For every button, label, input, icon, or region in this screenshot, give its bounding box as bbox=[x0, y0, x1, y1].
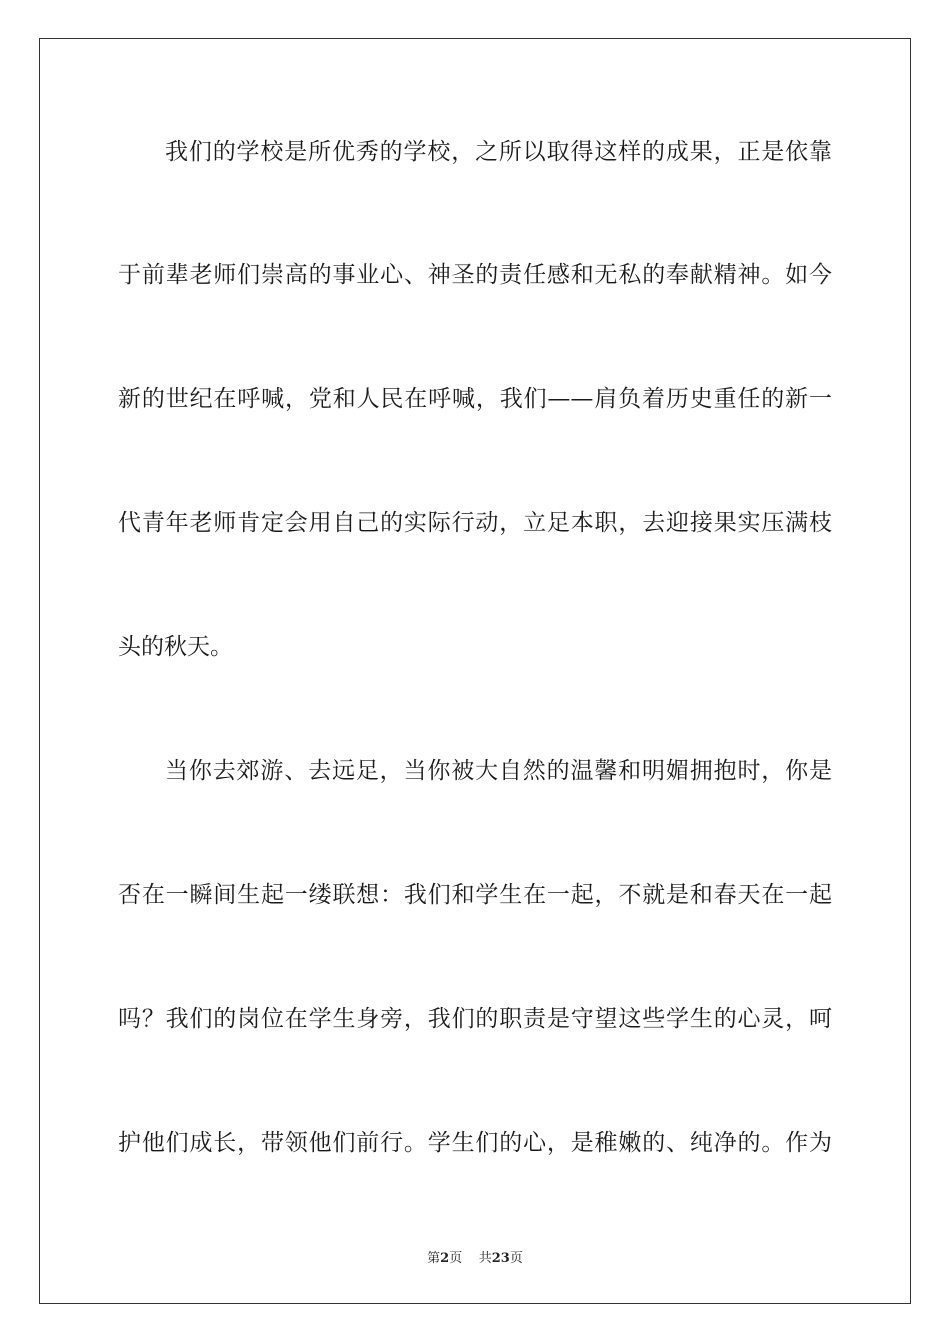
footer-page-prefix: 第 bbox=[427, 1251, 441, 1266]
paragraph-1-line-1: 我们的学校是所优秀的学校，之所以取得这样的成果，正是依靠 bbox=[165, 139, 832, 165]
paragraph-2-line-4: 护他们成长，带领他们前行。学生们的心，是稚嫩的、纯净的。作为 bbox=[118, 1130, 832, 1156]
paragraph-2-line-1: 当你去郊游、去远足，当你被大自然的温馨和明媚拥抱时，你是 bbox=[165, 758, 832, 784]
paragraph-2-line-3: 吗？我们的岗位在学生身旁，我们的职责是守望这些学生的心灵，呵 bbox=[118, 1006, 832, 1032]
page-footer bbox=[0, 1247, 950, 1266]
footer-total-pages: 23 bbox=[491, 1251, 510, 1266]
paragraph-1-line-2: 于前辈老师们崇高的事业心、神圣的责任感和无私的奉献精神。如今 bbox=[118, 262, 832, 288]
paragraph-1-line-5: 头的秋天。 bbox=[118, 634, 233, 660]
footer-page-suffix: 页 bbox=[449, 1251, 463, 1266]
paragraph-1-line-3: 新的世纪在呼喊，党和人民在呼喊，我们——肩负着历史重任的新一 bbox=[118, 386, 832, 412]
page-border bbox=[39, 38, 911, 1304]
footer-total-prefix: 共 bbox=[478, 1251, 492, 1266]
paragraph-2-line-2: 否在一瞬间生起一缕联想：我们和学生在一起，不就是和春天在一起 bbox=[118, 882, 832, 908]
footer-page-number: 2 bbox=[440, 1251, 450, 1266]
paragraph-1-line-4: 代青年老师肯定会用自己的实际行动，立足本职，去迎接果实压满枝 bbox=[118, 510, 832, 536]
footer-total-suffix: 页 bbox=[509, 1251, 523, 1266]
